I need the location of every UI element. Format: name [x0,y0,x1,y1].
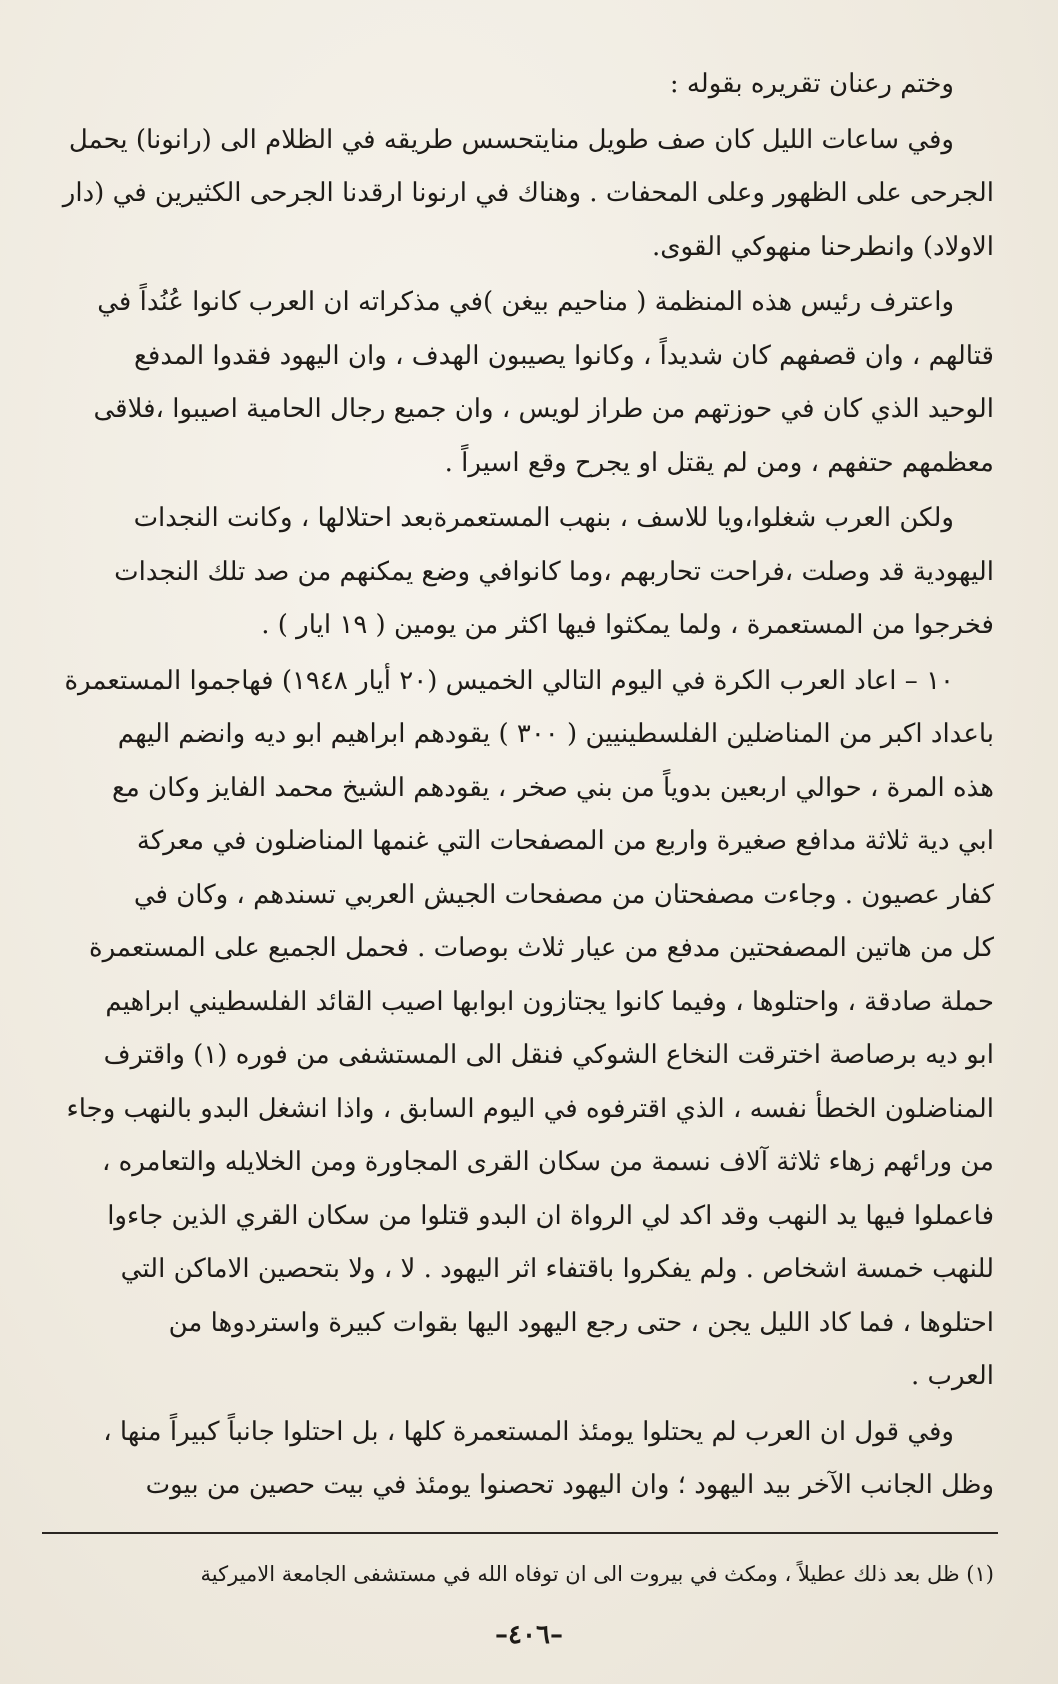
text-line: اليهودية قد وصلت ،فراحت تحاربهم ،وما كانوافي وضع يمكنهم من صد تلك النجدات [114,556,994,587]
text-line: ولكن العرب شغلوا،ويا للاسف ، بنهب المستعمرةبعد احتلالها ، وكانت النجدات [133,503,954,533]
text-line: العرب . [910,1361,994,1391]
text-line: باعداد اكبر من المناضلين الفلسطينيين ( ٣٠٠ ) يقودهم ابراهيم ابو ديه وانضم اليهم [117,719,994,749]
text-line: وظل الجانب الآخر بيد اليهود ؛ وان اليهود تحصنوا يومئذ في بيت حصين من بيوت [145,1470,994,1500]
footnote: (١) ظل بعد ذلك عطيلاً ، ومكث في بيروت الى ان توفاه الله في مستشفى الجامعة الاميركية [200,1562,994,1586]
text-line: للنهب خمسة اشخاص . ولم يفكروا باقتفاء اثر اليهود . لا ، ولا بتحصين الاماكن التي [120,1254,994,1284]
text-line: فاعملوا فيها يد النهب وقد اكد لي الرواة ان البدو قتلوا من سكان القري الذين جاءوا [107,1200,994,1231]
body-text [42,58,994,1513]
text-line: احتلوها ، فما كاد الليل يجن ، حتى رجع اليهود اليها بقوات كبيرة واستردوها من [168,1307,994,1338]
text-line: واعترف رئيس هذه المنظمة ( مناحيم بيغن )في مذكراته ان العرب كانوا عُنُداً في [97,287,954,317]
text-line: وفي قول ان العرب لم يحتلوا يومئذ المستعمرة كلها ، بل احتلوا جانباً كبيراً منها ، [103,1416,954,1447]
paragraph-3 [42,276,994,490]
text-line: وفي ساعات الليل كان صف طويل منايتحسس طريقه في الظلام الى (رانونا) يحمل [68,124,954,155]
text-line: الاولاد) وانطرحنا منهوكي القوى. [651,231,994,262]
text-line: وختم رعنان تقريره بقوله : [669,69,954,99]
paragraph-1 [42,58,994,112]
text-line: معظمهم حتفهم ، ومن لم يقتل او يجرح وقع اسيراً . [444,447,994,478]
text-line: الوحيد الذي كان في حوزتهم من طراز لويس ، وان جميع رجال الحامية اصيبوا ،فلاقى [93,394,994,424]
text-line: ابي دية ثلاثة مدافع صغيرة واربع من المصفحات التي غنمها المناضلون في معركة [136,826,994,856]
text-line: كل من هاتين المصفحتين مدفع من عيار ثلاث بوصات . فحمل الجميع على المستعمرة [88,933,994,963]
text-line: هذه المرة ، حوالي اربعين بدوياً من بني صخر ، يقودهم الشيخ محمد الفايز وكان مع [112,772,994,803]
text-line: فخرجوا من المستعمرة ، ولما يمكثوا فيها اكثر من يومين ( ١٩ ايار ) . [261,610,994,640]
text-line: الجرحى على الظهور وعلى المحفات . وهناك في ارنونا ارقدنا الجرحى الكثيرين في (دار [62,178,994,208]
text-line: كفار عصيون . وجاءت مصفحتان من مصفحات الجيش العربي تسندهم ، وكان في [133,879,994,910]
text-line: حملة صادقة ، واحتلوها ، وفيما كانوا يجتازون ابوابها اصيب القائد الفلسطيني ابراهيم [105,986,994,1017]
page-number: –٤٠٦– [495,1620,563,1650]
text-line: ١٠ – اعاد العرب الكرة في اليوم التالي الخميس (٢٠ أيار ١٩٤٨) فهاجموا المستعمرة [64,665,954,696]
paragraph-4 [42,492,994,653]
text-line: ابو ديه برصاصة اخترقت النخاع الشوكي فنقل الى المستشفى من فوره (١) واقترف [103,1040,994,1070]
text-line: المناضلون الخطأ نفسه ، الذي اقترفوه في اليوم السابق ، واذا انشغل البدو بالنهب وجاء [66,1093,994,1124]
paragraph-6 [42,1406,994,1513]
text-line: قتالهم ، وان قصفهم كان شديداً ، وكانوا يصيبون الهدف ، وان اليهود فقدوا المدفع [134,340,994,371]
footnote-divider [42,1532,998,1534]
text-line: من ورائهم زهاء ثلاثة آلاف نسمة من سكان القرى المجاورة ومن الخلايله والتعامره ، [101,1147,994,1177]
paragraph-2 [42,114,994,275]
paragraph-5 [42,655,994,1404]
